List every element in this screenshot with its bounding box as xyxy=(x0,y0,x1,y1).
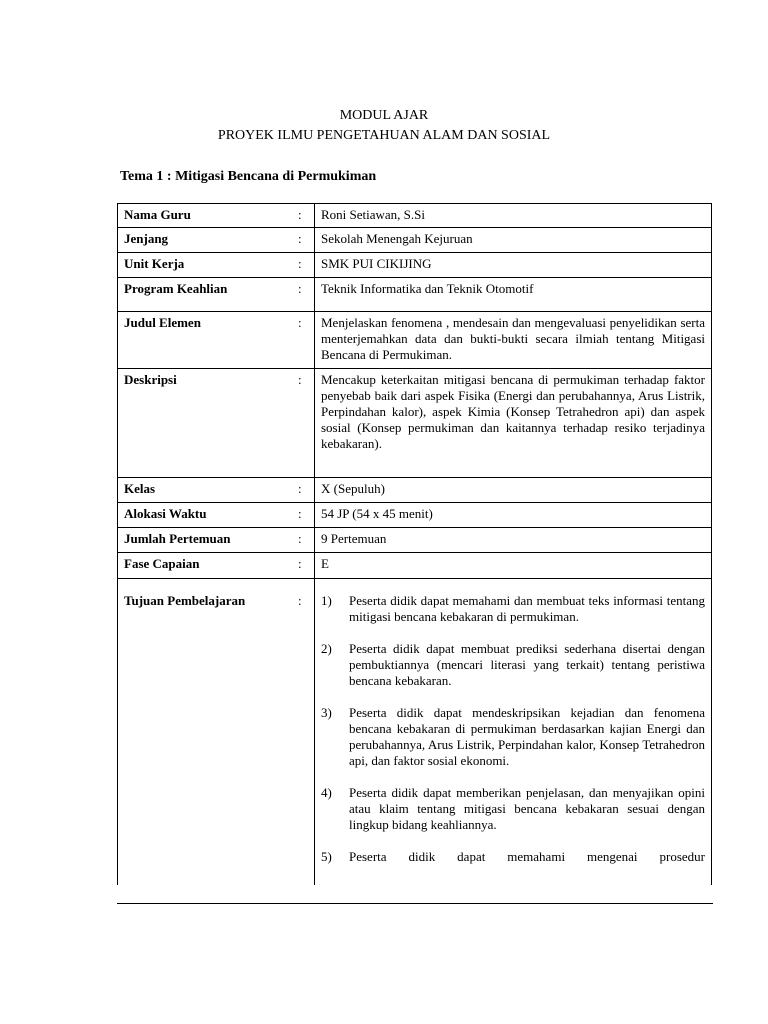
row-separator: : xyxy=(298,528,315,553)
list-item-number: 5) xyxy=(321,849,332,864)
module-title: MODUL AJAR xyxy=(339,108,429,123)
list-item xyxy=(321,785,705,833)
row-label: Kelas xyxy=(118,478,299,503)
table-row xyxy=(118,553,712,579)
module-info-table xyxy=(117,203,712,885)
row-separator: : xyxy=(298,478,315,503)
list-item-text: Peserta didik dapat membuat prediksi sederhana disertai dengan pembuktiannya (mencari literasi yang terkait) tentang peristiwa bencana kebakaran. xyxy=(349,641,705,688)
list-item-text: Peserta didik dapat memberikan penjelasan, dan menyajikan opini atau klaim tentang mitigasi bencana kebakaran sesuai dengan lingkup bidang keahliannya. xyxy=(349,785,705,832)
row-separator: : xyxy=(298,278,315,312)
row-value: Menjelaskan fenomena , mendesain dan mengevaluasi penyelidikan serta menterjemahkan data dan bukti-bukti secara ilmiah tentang Mitigasi Bencana di Permukiman. xyxy=(315,312,712,369)
list-item-number: 3) xyxy=(321,705,332,720)
row-label: Jenjang xyxy=(118,228,299,253)
table-row xyxy=(118,204,712,228)
list-item xyxy=(321,593,705,625)
table-row xyxy=(118,253,712,278)
row-value: 9 Pertemuan xyxy=(315,528,712,553)
row-label: Alokasi Waktu xyxy=(118,503,299,528)
row-separator: : xyxy=(298,579,315,886)
objectives-list xyxy=(321,593,705,865)
list-item-number: 4) xyxy=(321,785,332,800)
row-value: E xyxy=(315,553,712,579)
table-row xyxy=(118,228,712,253)
list-item xyxy=(321,641,705,689)
row-label: Fase Capaian xyxy=(118,553,299,579)
row-value: Teknik Informatika dan Teknik Otomotif xyxy=(315,278,712,312)
table-row xyxy=(118,312,712,369)
table-row xyxy=(118,579,712,886)
row-separator: : xyxy=(298,253,315,278)
row-label: Judul Elemen xyxy=(118,312,299,369)
theme-heading: Tema 1 : Mitigasi Bencana di Permukiman xyxy=(120,169,377,184)
row-label: Program Keahlian xyxy=(118,278,299,312)
row-separator: : xyxy=(298,503,315,528)
row-separator: : xyxy=(298,204,315,228)
row-value: Sekolah Menengah Kejuruan xyxy=(315,228,712,253)
row-label: Deskripsi xyxy=(118,369,299,478)
table-bottom-border xyxy=(117,903,713,904)
row-label: Tujuan Pembelajaran xyxy=(118,579,299,886)
list-item xyxy=(321,705,705,769)
module-subtitle: PROYEK ILMU PENGETAHUAN ALAM DAN SOSIAL xyxy=(217,128,551,143)
row-label: Jumlah Pertemuan xyxy=(118,528,299,553)
list-item-text: Peserta didik dapat memahami dan membuat teks informasi tentang mitigasi bencana kebakaran di permukiman. xyxy=(349,593,705,624)
table-row xyxy=(118,528,712,553)
page-bottom-margin xyxy=(0,904,768,1024)
list-item xyxy=(321,849,705,865)
row-separator: : xyxy=(298,312,315,369)
row-label: Nama Guru xyxy=(118,204,299,228)
table-row xyxy=(118,503,712,528)
table-row xyxy=(118,369,712,478)
table-row xyxy=(118,278,712,312)
list-item-number: 1) xyxy=(321,593,332,608)
row-value: X (Sepuluh) xyxy=(315,478,712,503)
list-item-text: Peserta didik dapat mendeskripsikan kejadian dan fenomena bencana kebakaran di permukiman berdasarkan kajian Energi dan perubahannya, Arus Listrik, Perpindahan kalor, Konsep Tetrahedron api, dan faktor sosial ekonomi. xyxy=(349,705,705,768)
row-value: 54 JP (54 x 45 menit) xyxy=(315,503,712,528)
row-label: Unit Kerja xyxy=(118,253,299,278)
row-separator: : xyxy=(298,369,315,478)
learning-objectives xyxy=(315,579,712,886)
list-item-number: 2) xyxy=(321,641,332,656)
table-row xyxy=(118,478,712,503)
row-value: SMK PUI CIKIJING xyxy=(315,253,712,278)
row-separator: : xyxy=(298,228,315,253)
row-value: Mencakup keterkaitan mitigasi bencana di permukiman terhadap faktor penyebab baik dari aspek Fisika (Energi dan perubahannya, Arus Listrik, Perpindahan kalor), aspek Kimia (Konsep Tetrahedron api) dan aspek sosial (Konsep permukiman dan kaitannya terhadap resiko terjadinya kebakaran). xyxy=(315,369,712,478)
row-separator: : xyxy=(298,553,315,579)
list-item-text: Peserta didik dapat memahami mengenai prosedur xyxy=(349,849,705,864)
row-value: Roni Setiawan, S.Si xyxy=(315,204,712,228)
